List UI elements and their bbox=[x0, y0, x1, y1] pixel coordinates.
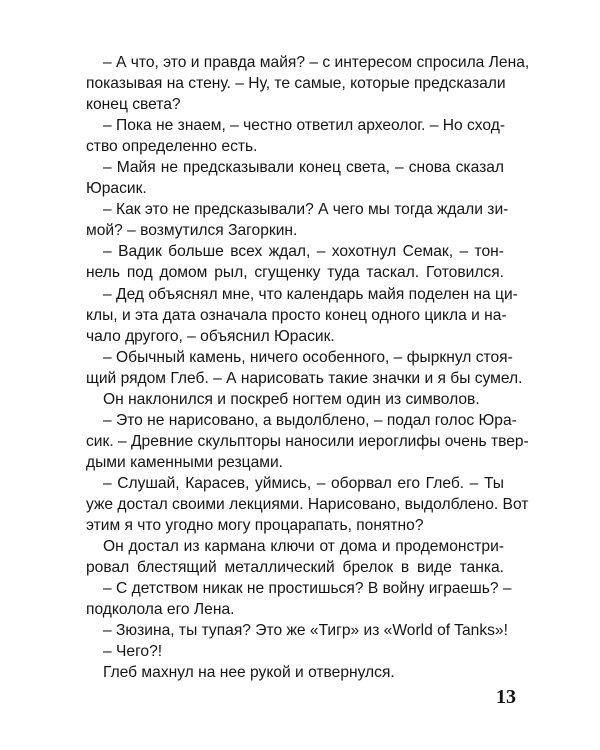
text-line: – С детством никак не простишься? В войну играешь? – bbox=[103, 580, 512, 598]
text-line: мой? – возмутился Загоркин. bbox=[86, 222, 298, 240]
text-line: ровал блестящий металлический брелок в виде танка. bbox=[86, 559, 504, 577]
text-line: уже достал своими лекциями. Нарисовано, выдолблено. Вот bbox=[86, 495, 529, 513]
text-line: – Это не нарисовано, а выдолблено, – подал голос Юра- bbox=[103, 411, 517, 429]
page-number: 13 bbox=[496, 686, 516, 708]
text-line: Глеб махнул на нее рукой и отвернулся. bbox=[103, 664, 395, 682]
text-line: – Вадик больше всех ждал, – хохотнул Семак, – тон- bbox=[103, 243, 504, 261]
text-line: – Майя не предсказывали конец света, – снова сказал bbox=[103, 159, 504, 177]
text-line: ство определенно есть. bbox=[86, 138, 258, 156]
text-line: – Пока не знаем, – честно ответил археолог. – Но сход- bbox=[103, 117, 506, 135]
text-line: Он наклонился и поскреб ногтем один из символов. bbox=[103, 390, 480, 408]
text-line: щий рядом Глеб. – А нарисовать такие значки и я бы сумел. bbox=[86, 369, 523, 387]
text-line: сик. – Древние скульпторы наносили иероглифы очень твер- bbox=[86, 432, 529, 450]
text-line: клы, и эта дата означала просто конец одного цикла и на- bbox=[86, 306, 507, 324]
text-line: Он достал из кармана ключи от дома и продемонстри- bbox=[103, 538, 504, 556]
text-line: нель под домом рыл, сгущенку туда таскал. Готовился. bbox=[86, 264, 504, 282]
text-line: – Слушай, Карасев, уймись, – оборвал его Глеб. – Ты bbox=[103, 474, 504, 492]
text-line: Юрасик. bbox=[86, 180, 147, 198]
text-line: – Зюзина, ты тупая? Это же «Тигр» из «World of Tanks»! bbox=[103, 622, 508, 640]
body-text bbox=[86, 52, 530, 683]
text-line: – Как это не предсказывали? А чего мы тогда ждали зи- bbox=[103, 201, 509, 219]
text-line: – Чего?! bbox=[103, 643, 163, 661]
text-line: этим я что угодно могу процарапать, понятно? bbox=[86, 517, 424, 535]
text-line: – А что, это и правда майя? – с интересом спросила Лена, bbox=[103, 54, 530, 71]
text-line: – Дед объяснял мне, что календарь майя поделен на ци- bbox=[103, 285, 518, 303]
text-line: дыми каменными резцами. bbox=[86, 453, 284, 471]
text-line: подколола его Лена. bbox=[86, 601, 235, 619]
text-line: показывая на стену. – Ну, те самые, которые предсказали bbox=[86, 75, 506, 93]
text-line: чало другого, – объяснил Юрасик. bbox=[86, 327, 335, 345]
text-line: конец света? bbox=[86, 96, 181, 114]
text-line: – Обычный камень, ничего особенного, – фыркнул стоя- bbox=[103, 348, 513, 366]
